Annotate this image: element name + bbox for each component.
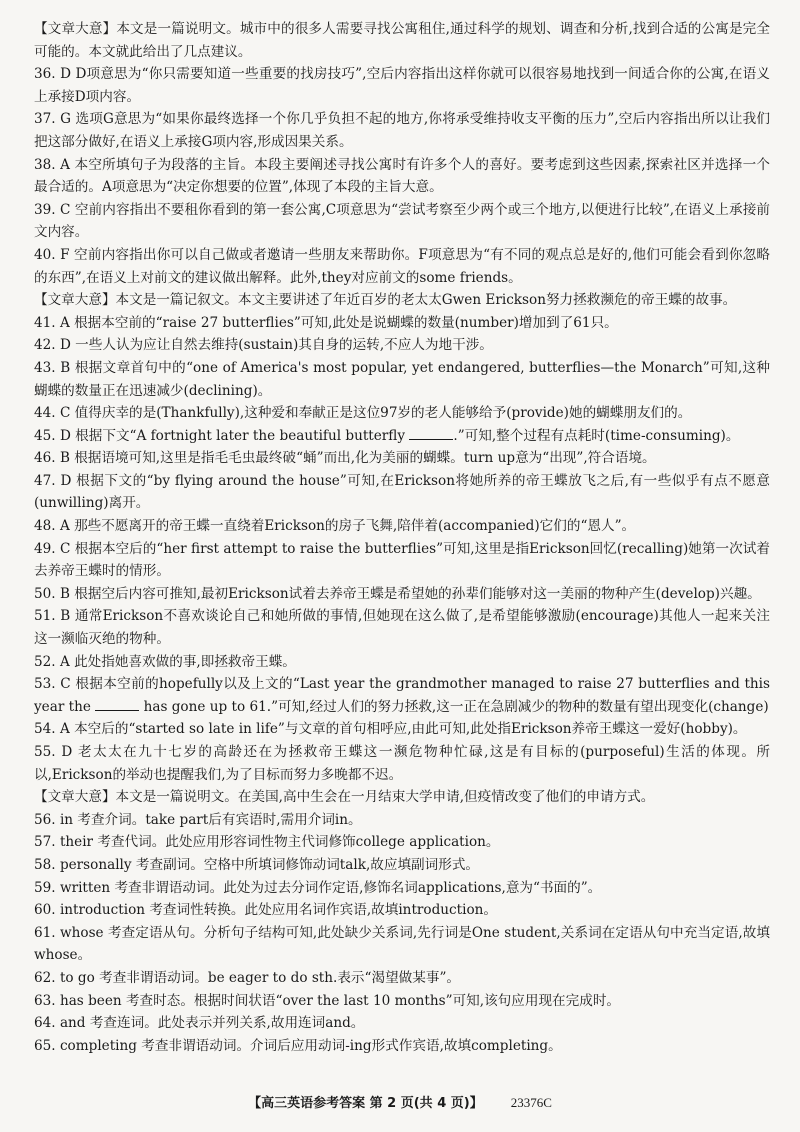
answer-45-text: 45. D 根据下文“A fortnight later the beautiful butterfly [34, 427, 406, 444]
answer-65: 65. completing 考查非谓语动词。介词后应用动词-ing形式作宾语,故填completing。 [34, 1037, 562, 1054]
answer-37: 37. G 选项G意思为“如果你最终选择一个你几乎负担不起的地方,你将承受维持收支平衡的压力”,空后内容指出所以让我们把这部分做好,在语义上承接G项内容,形成因果关系。 [34, 111, 770, 150]
answer-64: 64. and 考查连词。此处表示并列关系,故用连词and。 [34, 1015, 365, 1032]
answer-58: 58. personally 考查副词。空格中所填词修饰动词talk,故应填副词形式。 [34, 856, 480, 873]
passage-summary: 【文章大意】本文是一篇说明文。城市中的很多人需要寻找公寓租住,通过科学的规划、调查和分析,找到合适的公寓是完全可能的。本文就此给出了几点建议。 [34, 21, 770, 60]
answer-62: 62. to go 考查非谓语动词。be eager to do sth.表示“渴望做某事”。 [34, 969, 460, 986]
answer-36: 36. D D项意思为“你只需要知道一些重要的找房技巧”,空后内容指出这样你就可以很容易地找到一间适合你的公寓,在语义上承接D项内容。 [34, 66, 770, 105]
answer-43: 43. B 根据文章首句中的“one of America's most popular, yet endangered, butterflies—the Monarch”可知,这种蝴蝶的数量正在迅速减少(declining)。 [34, 359, 770, 399]
answer-60: 60. introduction 考查词性转换。此处应用名词作宾语,故填introduction。 [34, 902, 497, 919]
answer-41: 41. A 根据本空前的“raise 27 butterflies”可知,此处是说蝴蝶的数量(number)增加到了61只。 [34, 314, 618, 331]
answer-49: 49. C 根据本空后的“her first attempt to raise the butterflies”可知,这里是指Erickson回忆(recalling)她第一次试着去养帝王蝶时的情形。 [34, 540, 770, 580]
answer-54: 54. A 本空后的“started so late in life”与文章的首句相呼应,由此可知,此处指Erickson养帝王蝶这一爱好(hobby)。 [34, 721, 747, 738]
answer-63: 63. has been 考查时态。根据时间状语“over the last 10 months”可知,该句应用现在完成时。 [34, 992, 621, 1009]
fill-blank [95, 698, 139, 711]
passage-summary: 【文章大意】本文是一篇说明文。在美国,高中生会在一月结束大学申请,但疫情改变了他们的申请方式。 [34, 789, 655, 806]
answer-53-text-end: has gone up to 61.”可知,经过人们的努力拯救,这一正在急剧减少的物种的数量有望出现变化(change) [143, 698, 769, 715]
answer-45-text-end: .”可知,整个过程有点耗时(time-consuming)。 [453, 427, 740, 444]
answer-39: 39. C 空前内容指出不要租你看到的第一套公寓,C项意思为“尝试考察至少两个或三个地方,以便进行比较”,在语义上承接前文内容。 [34, 201, 770, 241]
answer-57: 57. their 考查代词。此处应用形容词性物主代词修饰college application。 [34, 834, 500, 851]
answer-61: 61. whose 考查定语从句。分析句子结构可知,此处缺少关系词,先行词是One student,关系词在定语从句中充当定语,故填whose。 [34, 924, 770, 964]
answer-48: 48. A 那些不愿离开的帝王蝶一直绕着Erickson的房子飞舞,陪伴着(accompanied)它们的“恩人”。 [34, 518, 636, 535]
answer-59: 59. written 考查非谓语动词。此处为过去分词作定语,修饰名词applications,意为“书面的”。 [34, 879, 602, 896]
answer-44: 44. C 值得庆幸的是(Thankfully),这种爱和奉献正是这位97岁的老人能够给予(provide)她的蝴蝶朋友们的。 [34, 405, 692, 422]
answer-52: 52. A 此处指她喜欢做的事,即拯救帝王蝶。 [34, 653, 296, 670]
answer-40: 40. F 空前内容指出你可以自己做或者邀请一些朋友来帮助你。F项意思为“有不同的观点总是好的,他们可能会看到你忽略的东西”,在语义上对前文的建议做出解释。此外,they对应前文的some friends。 [34, 246, 770, 286]
answer-45 [34, 425, 770, 448]
answer-55: 55. D 老太太在九十七岁的高龄还在为拯救帝王蝶这一濒危物种忙碌,这是有目标的(purposeful)生活的体现。所以,Erickson的举动也提醒我们,为了目标而努力多晚都不迟。 [34, 744, 770, 783]
answer-53 [34, 673, 770, 718]
answer-51: 51. B 通常Erickson不喜欢谈论自己和她所做的事情,但她现在这么做了,是希望能够激励(encourage)其他人一起来关注这一濒临灭绝的物种。 [34, 608, 770, 648]
footer-code: 23376C [510, 1095, 552, 1110]
answer-56: 56. in 考查介词。take part后有宾语时,需用介词in。 [34, 811, 362, 828]
answer-46: 46. B 根据语境可知,这里是指毛毛虫最终破“蛹”而出,化为美丽的蝴蝶。turn up意为“出现”,符合语境。 [34, 450, 656, 467]
answer-50: 50. B 根据空后内容可推知,最初Erickson试着去养帝王蝶是希望她的孙辈们能够对这一美丽的物种产生(develop)兴趣。 [34, 585, 761, 602]
answer-38: 38. A 本空所填句子为段落的主旨。本段主要阐述寻找公寓时有许多个人的喜好。要考虑到这些因素,探索社区并选择一个最合适的。A项意思为“决定你想要的位置”,体现了本段的主旨大意。 [34, 156, 770, 196]
page-footer [0, 1092, 800, 1111]
footer-title: 【高三英语参考答案 第 2 页(共 4 页)】 [248, 1096, 483, 1111]
answer-47: 47. D 根据下文的“by flying around the house”可知,在Erickson将她所养的帝王蝶放飞之后,有一些似乎有点不愿意(unwilling)离开。 [34, 472, 770, 512]
fill-blank [409, 427, 453, 440]
answer-53-text: 53. C 根据本空前的hopefully以及上文的“Last year the grandmother managed to raise 27 butterflies and this year the [34, 676, 770, 715]
answer-42: 42. D 一些人认为应让自然去维持(sustain)其自身的运转,不应人为地干涉。 [34, 337, 493, 354]
passage-summary: 【文章大意】本文是一篇记叙文。本文主要讲述了年近百岁的老太太Gwen Erickson努力拯救濒危的帝王蝶的故事。 [34, 292, 737, 309]
